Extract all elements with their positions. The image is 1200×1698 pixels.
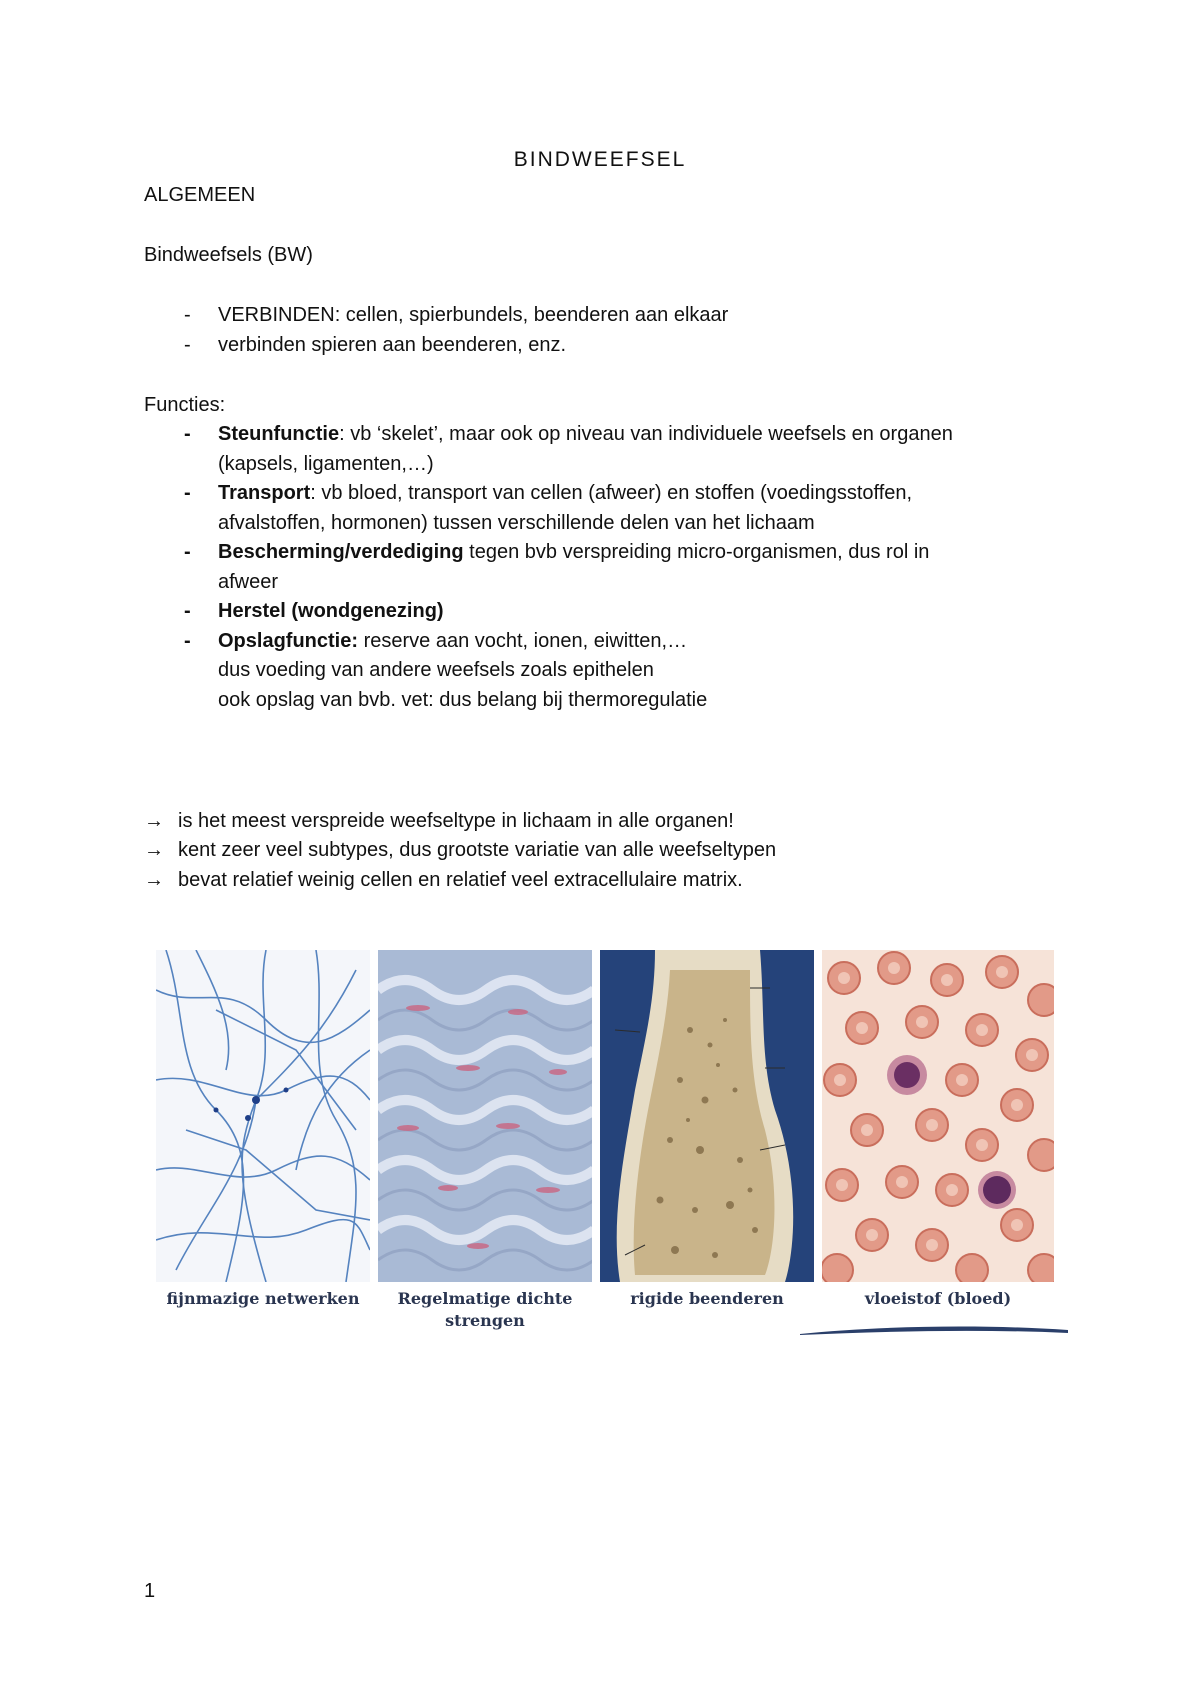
caption-strands: Regelmatige dichte strengen	[397, 1289, 573, 1330]
caption-bone: rigide beenderen	[630, 1289, 784, 1308]
swoosh-decoration	[800, 1322, 1070, 1336]
list-item: - Transport: vb bloed, transport van cellen (afweer) en stoffen (voedingsstoffen, afvalstoffen, hormonen) tussen verschillende delen van het lichaam	[144, 479, 1084, 538]
list-item: - VERBINDEN: cellen, spierbundels, beenderen aan elkaar	[144, 301, 1084, 331]
network-tissue-image	[156, 950, 370, 1282]
dash-bullet: -	[184, 541, 191, 563]
list-item: - Bescherming/verdediging tegen bvb verspreiding micro-organismen, dus rol in afweer	[144, 538, 1084, 597]
blood-smear-image	[822, 950, 1054, 1282]
section-heading: ALGEMEEN	[144, 184, 256, 206]
dash-bullet: -	[184, 423, 191, 445]
caption-network: fijnmazige netwerken	[166, 1289, 360, 1308]
caption-blood: vloeistof (bloed)	[864, 1289, 1012, 1308]
arrow-icon: →	[144, 869, 164, 891]
arrow-icon: →	[144, 839, 164, 861]
list-item: - Opslagfunctie: reserve aan vocht, ionen, eiwitten,… dus voeding van andere weefsels zoals epithelen ook opslag van bvb. vet: dus belang bij thermoregulatie	[144, 627, 1084, 716]
dash-bullet: -	[184, 629, 191, 652]
list-item: - Steunfunctie: vb ‘skelet’, maar ook op niveau van individuele weefsels en organen (kapsels, ligamenten,…)	[144, 420, 1084, 479]
dash-bullet: -	[184, 600, 191, 622]
functions-heading: Functies:	[144, 394, 226, 416]
dash-bullet: -	[184, 333, 191, 356]
page-number: 1	[144, 1580, 156, 1602]
dash-bullet: -	[184, 482, 191, 504]
dense-strands-image	[378, 950, 592, 1282]
dash-bullet: -	[184, 304, 191, 326]
fact-line: → bevat relatief weinig cellen en relatief veel extracellulaire matrix.	[144, 865, 743, 895]
arrow-icon: →	[144, 810, 164, 832]
bone-tissue-image	[600, 950, 814, 1282]
list-item: - Herstel (wondgenezing)	[144, 597, 1084, 627]
intro-line: Bindweefsels (BW)	[144, 244, 313, 266]
fact-line: → kent zeer veel subtypes, dus grootste variatie van alle weefseltypen	[144, 835, 776, 865]
page-title: BINDWEEFSEL	[513, 148, 687, 171]
connect-list	[144, 301, 1084, 360]
functions-list	[144, 420, 1084, 715]
fact-line: → is het meest verspreide weefseltype in lichaam in alle organen!	[144, 806, 734, 836]
list-item: - verbinden spieren aan beenderen, enz.	[144, 331, 1084, 361]
